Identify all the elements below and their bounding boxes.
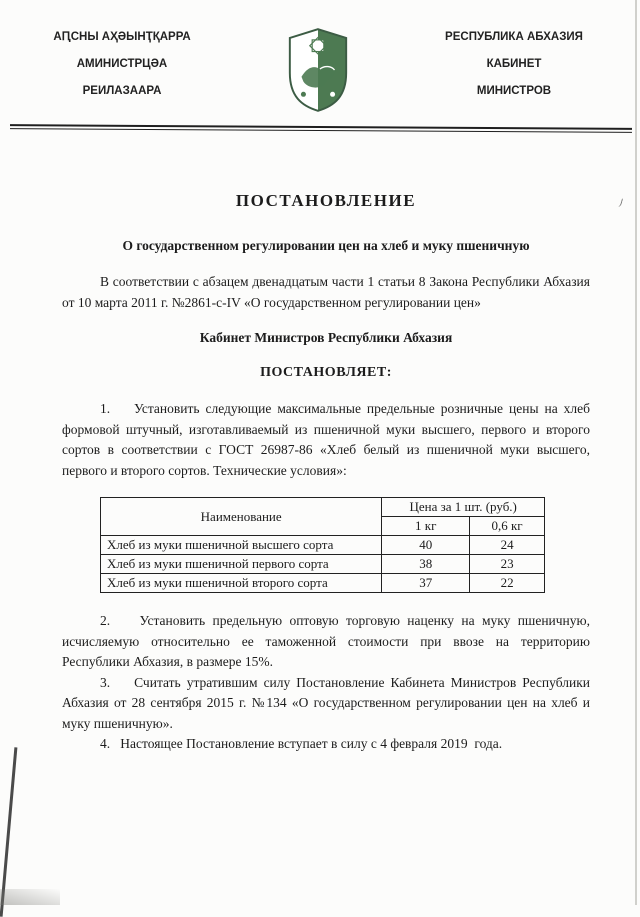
letterhead-left xyxy=(22,24,222,105)
table-row xyxy=(101,536,545,555)
letterhead-left-line1: АԤСНЫ АҲӘЫНҬҚАРРА xyxy=(53,31,191,43)
scan-edge-artifact-left xyxy=(0,747,17,917)
col-header-name: Наименование xyxy=(101,498,382,536)
price-table xyxy=(100,497,545,593)
letterhead xyxy=(0,0,640,114)
letterhead-right-line1: РЕСПУБЛИКА АБХАЗИЯ xyxy=(445,31,583,43)
preamble-paragraph: В соответствии с абзацем двенадцатым части 1 статьи 8 Закона Республики Абхазия от 10 марта 2011 г. №2861-с-IV «О государственном регулировании цен» xyxy=(62,274,590,310)
coat-of-arms xyxy=(278,24,358,114)
col-header-06kg: 0,6 кг xyxy=(470,517,545,536)
table-row xyxy=(101,574,545,593)
letterhead-left-line3: РЕИЛАЗААРА xyxy=(82,85,162,97)
letterhead-right xyxy=(414,24,614,105)
col-header-1kg: 1 кг xyxy=(382,517,470,536)
item-1-paragraph: 1. Установить следующие максимальные предельные розничные цены на хлеб формовой штучный, изготавливаемый из пшеничной муки высшего, первого и второго сортов в соответствии с ГОСТ 26987-86 «Хлеб белый из пшеничной муки высшего, первого и второго сортов. Технические условия»: xyxy=(62,401,590,478)
letterhead-right-line3: МИНИСТРОВ xyxy=(476,85,552,97)
letterhead-left-line2: АМИНИСТРЦӘА xyxy=(76,58,168,70)
item-4-paragraph: 4. Настоящее Постановление вступает в силу с 4 февраля 2019 года. xyxy=(100,736,503,752)
letterhead-divider xyxy=(10,124,632,133)
row-2-price-1kg: 38 xyxy=(382,555,470,574)
row-1-price-1kg: 40 xyxy=(382,536,470,555)
scan-corner-smudge xyxy=(0,889,60,905)
item-2-paragraph: 2. Установить предельную оптовую торговую наценку на муку пшеничную, исчисляемую относительно ее таможенной стоимости при ввозе на территорию Республики Абхазия, в размере 15%. xyxy=(62,613,590,670)
document-title: ПОСТАНОВЛЕНИЕ xyxy=(235,191,417,210)
table-row xyxy=(101,555,545,574)
document-subject: О государственном регулировании цен на хлеб и муку пшеничную xyxy=(122,238,530,253)
row-2-name: Хлеб из муки пшеничной первого сорта xyxy=(101,555,382,574)
document-body xyxy=(0,191,640,755)
issuer-line: Кабинет Министров Республики Абхазия xyxy=(199,330,453,346)
row-3-price-1kg: 37 xyxy=(382,574,470,593)
col-header-price: Цена за 1 шт. (руб.) xyxy=(382,498,545,517)
decree-word: ПОСТАНОВЛЯЕТ: xyxy=(260,365,392,381)
row-1-name: Хлеб из муки пшеничной высшего сорта xyxy=(101,536,382,555)
letterhead-right-line2: КАБИНЕТ xyxy=(486,58,542,70)
row-3-name: Хлеб из муки пшеничной второго сорта xyxy=(101,574,382,593)
table-header-row-1 xyxy=(101,498,545,517)
item-3-paragraph: 3. Считать утратившим силу Постановление Кабинета Министров Республики Абхазия от 28 сентября 2015 г. №134 «О государственном регулировании цен на хлеб и муку пшеничную». xyxy=(62,674,590,731)
row-3-price-06kg: 22 xyxy=(470,574,545,593)
abkhazia-coat-of-arms-icon xyxy=(284,26,352,114)
row-2-price-06kg: 23 xyxy=(470,555,545,574)
row-1-price-06kg: 24 xyxy=(470,536,545,555)
